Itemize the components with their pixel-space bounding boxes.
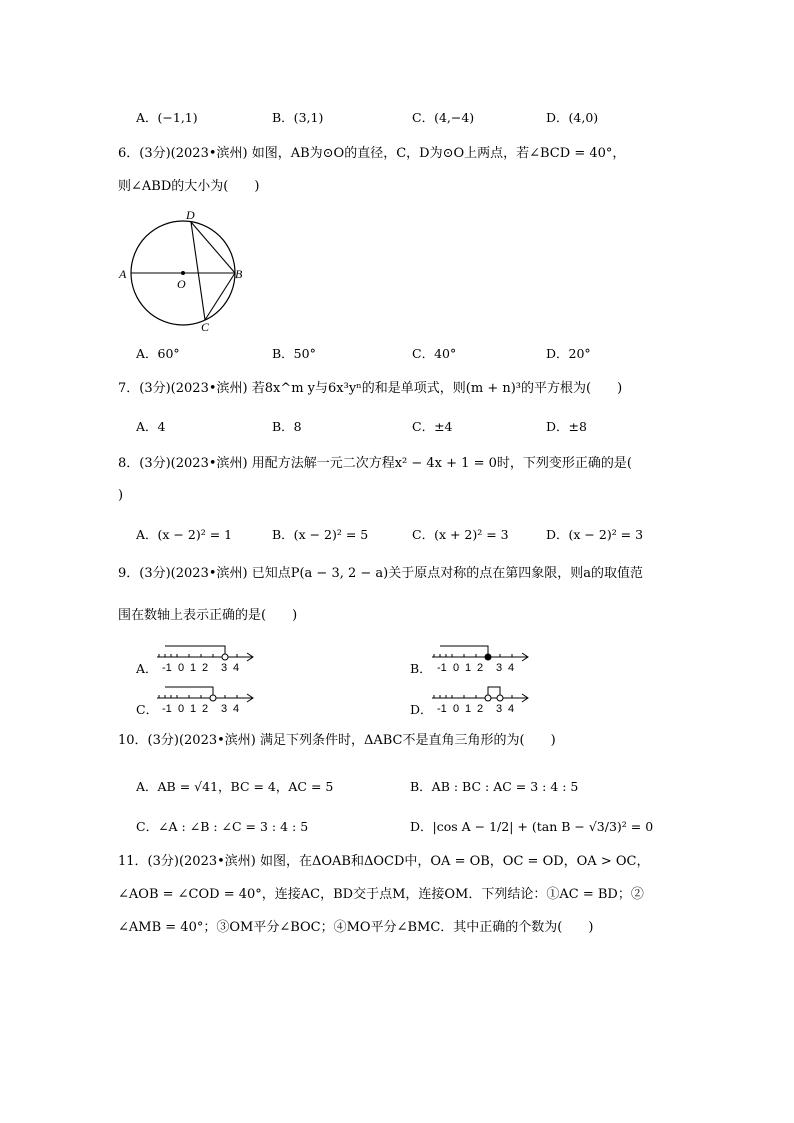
q6-option-d: D．20° (546, 346, 591, 361)
chord-dc (191, 222, 205, 320)
q6-option-b: B．50° (272, 346, 316, 361)
svg-text:0: 0 (178, 703, 185, 713)
q9-stem-line1: 9．(3分)(2023•滨州) 已知点P(a − 3, 2 − a)关于原点对称的点在第四象限，则a的取值范 (118, 566, 643, 581)
q7-option-c: C．±4 (412, 419, 453, 434)
label-o: O (177, 277, 186, 291)
q6-stem-line2: 则∠ABD的大小为( ) (118, 179, 260, 194)
svg-text:3: 3 (221, 703, 228, 713)
svg-text:4: 4 (508, 703, 515, 713)
label-a: A (119, 267, 127, 281)
svg-text:-1: -1 (162, 703, 172, 713)
q7-option-b: B．8 (272, 419, 302, 434)
svg-text:2: 2 (202, 662, 209, 672)
svg-text:-1: -1 (437, 662, 447, 672)
svg-text:-1: -1 (437, 703, 447, 713)
q8-option-a: A．(x − 2)² = 1 (136, 527, 233, 542)
chord-cb (205, 273, 235, 320)
svg-text:1: 1 (190, 662, 197, 672)
q5-option-c: C．(4,−4) (412, 110, 475, 125)
q6-option-a: A．60° (136, 346, 180, 361)
svg-text:1: 1 (190, 703, 197, 713)
q10-option-a: A．AB = √41，BC = 4，AC = 5 (136, 779, 334, 794)
svg-text:3: 3 (496, 703, 503, 713)
q7-option-d: D．±8 (546, 419, 587, 434)
q9-number-line-d (430, 677, 535, 713)
q11-stem-line3: ∠AMB = 40°；③OM平分∠BOC；④MO平分∠BMC．其中正确的个数为( ) (118, 920, 594, 935)
q9-option-d-letter: D． (410, 702, 433, 717)
q6-circle-figure (115, 205, 255, 335)
svg-text:2: 2 (477, 662, 484, 672)
q9-number-line-c (155, 677, 260, 713)
q8-option-b: B．(x − 2)² = 5 (272, 527, 369, 542)
svg-text:4: 4 (233, 703, 240, 713)
q7-option-a: A．4 (136, 419, 166, 434)
svg-text:4: 4 (233, 662, 240, 672)
label-b: B (235, 267, 243, 281)
q7-stem-line1: 7．(3分)(2023•滨州) 若8x^m y与6x³yⁿ的和是单项式，则(m + n)³的平方根为( ) (118, 381, 623, 396)
q6-option-c: C．40° (412, 346, 457, 361)
label-d: D (186, 208, 195, 222)
q9-option-b-letter: B． (410, 661, 432, 676)
q9-stem-line2: 围在数轴上表示正确的是( ) (118, 608, 298, 623)
q9-number-line-b (430, 636, 535, 672)
q8-option-c: C．(x + 2)² = 3 (412, 527, 509, 542)
label-c: C (201, 320, 210, 334)
q11-stem-line2: ∠AOB = ∠COD = 40°，连接AC，BD交于点M，连接OM．下列结论：①AC = BD；② (118, 887, 644, 902)
q8-stem-line1: 8．(3分)(2023•滨州) 用配方法解一元二次方程x² − 4x + 1 = 0时，下列变形正确的是( (118, 456, 632, 471)
q10-stem-line1: 10．(3分)(2023•滨州) 满足下列条件时，ΔABC不是直角三角形的为( ) (118, 733, 556, 748)
svg-text:0: 0 (178, 662, 185, 672)
svg-text:1: 1 (465, 703, 472, 713)
q9-number-line-a (155, 636, 260, 672)
center-point-o (181, 271, 185, 275)
svg-text:2: 2 (202, 703, 209, 713)
svg-text:3: 3 (221, 662, 228, 672)
q8-option-d: D．(x − 2)² = 3 (546, 527, 644, 542)
q6-stem-line1: 6．(3分)(2023•滨州) 如图，AB为⊙O的直径，C，D为⊙O上两点，若∠BCD = 40°， (118, 146, 626, 161)
svg-text:0: 0 (453, 662, 460, 672)
svg-text:3: 3 (496, 662, 503, 672)
q9-option-c-letter: C． (136, 702, 159, 717)
svg-text:4: 4 (508, 662, 515, 672)
q5-option-a: A．(−1,1) (136, 110, 198, 125)
svg-text:2: 2 (477, 703, 484, 713)
svg-text:0: 0 (453, 703, 460, 713)
q8-stem-line2: ) (118, 488, 124, 503)
q9-option-a-letter: A． (136, 661, 158, 676)
svg-text:-1: -1 (162, 662, 172, 672)
q11-stem-line1: 11．(3分)(2023•滨州) 如图，在ΔOAB和ΔOCD中，OA = OB，OC = OD，OA > OC， (118, 854, 650, 869)
q5-option-b: B．(3,1) (272, 110, 324, 125)
q10-option-d: D．|cos A − 1/2| + (tan B − √3/3)² = 0 (410, 819, 654, 834)
q10-option-c: C．∠A : ∠B : ∠C = 3 : 4 : 5 (136, 819, 309, 834)
svg-text:1: 1 (465, 662, 472, 672)
q10-option-b: B．AB : BC : AC = 3 : 4 : 5 (410, 779, 579, 794)
q5-option-d: D．(4,0) (546, 110, 599, 125)
